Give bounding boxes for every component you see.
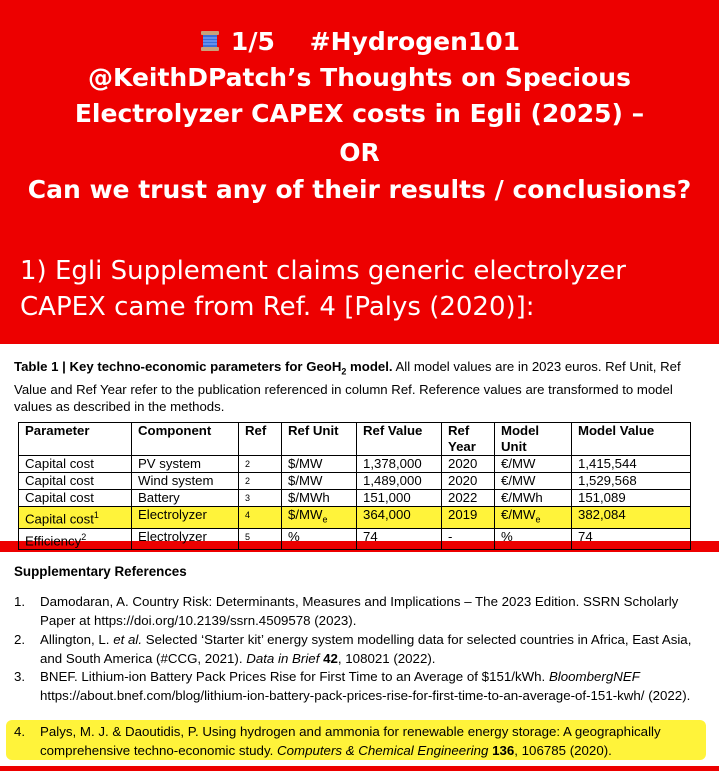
cell: €/MW [495, 473, 572, 490]
cell: 5 [239, 528, 282, 549]
col-header: Model Value [572, 423, 691, 456]
col-header: Component [132, 423, 239, 456]
cell: $/MWh [282, 490, 357, 507]
table-row [19, 473, 691, 490]
table-excerpt [0, 344, 719, 549]
reference-text: Damodaran, A. Country Risk: Determinants, Measures and Implications – The 2023 Edition. SSRN Scholarly Paper at https://doi.org/10.2139/ssrn.4509578 (2023). [40, 594, 679, 628]
cell: 1,378,000 [357, 456, 442, 473]
cell: Electrolyzer [132, 528, 239, 549]
reference-item [14, 667, 714, 705]
thread-title: 1/5 #Hydrogen101 [0, 24, 719, 60]
intro-line-1: 1) Egli Supplement claims generic electrolyzer [20, 256, 626, 286]
cell: 364,000 [357, 507, 442, 529]
cell: €/MW [495, 456, 572, 473]
cell: $\$/MW_e$ [282, 507, 357, 529]
cell: $€/MW_e$ [495, 507, 572, 529]
cell: 2 [239, 473, 282, 490]
cell: Capital cost [19, 490, 132, 507]
reference-text: Allington, L. et al. Selected ‘Starter kit’ energy system modelling data for selected countries in Africa, East Asia, and South America (#CCG, 2021). Data in Brief 42, 108021 (2022). [40, 632, 692, 666]
cell: 2020 [442, 456, 495, 473]
cell: €/MWh [495, 490, 572, 507]
reference-number: 4. [14, 724, 26, 739]
headline-line-2: @KeithDPatch’s Thoughts on Specious [88, 63, 631, 92]
reference-number: 2. [14, 632, 26, 647]
cell: 2019 [442, 507, 495, 529]
reference-item-highlighted [14, 722, 714, 760]
cell: Capital cost [19, 456, 132, 473]
headline-question: Can we trust any of their results / conclusions? [27, 175, 692, 204]
cell: 2022 [442, 490, 495, 507]
reference-number: 3. [14, 669, 26, 684]
col-header: Ref Year [442, 423, 495, 456]
parameters-table [18, 422, 691, 550]
table-row [19, 456, 691, 473]
cell: $/MW [282, 473, 357, 490]
cell: 151,089 [572, 490, 691, 507]
cell: Electrolyzer [132, 507, 239, 529]
reference-text: BNEF. Lithium-ion Battery Pack Prices Rise for First Time to an Average of $151/kWh. BloombergNEF https://about.bnef.com/blog/lithium-ion-battery-pack-prices-rise-for-first-time-to-an-average-of-151-kwh/ (2022). [40, 669, 691, 703]
supplementary-references [0, 552, 719, 766]
cell: % [495, 528, 572, 549]
cell: PV system [132, 456, 239, 473]
table-header-row [19, 423, 691, 456]
cell: 1,415,544 [572, 456, 691, 473]
reference-item [14, 592, 714, 630]
title-banner [0, 0, 719, 340]
cell: $/MW [282, 456, 357, 473]
reference-text: Palys, M. J. & Daoutidis, P. Using hydrogen and ammonia for renewable energy storage: A geographically comprehensive techno-economic study. Computers & Chemical Engineering 136, 106785 (2020). [40, 724, 661, 758]
col-header: Ref Value [357, 423, 442, 456]
col-header: Ref Unit [282, 423, 357, 456]
table-row-highlighted [19, 507, 691, 529]
headline-or: OR [339, 138, 380, 167]
table-row [19, 490, 691, 507]
cell: 74 [357, 528, 442, 549]
table-caption: Table 1 | Key techno-economic parameters for GeoH$_2$ model. All model values are in 2023 euros. Ref Unit, Ref Value and Ref Year refer to the publication referenced in column Ref. Reference values are transformed to model values as described in the methods. [14, 359, 681, 414]
cell: 2 [239, 456, 282, 473]
spool-of-thread-icon [199, 30, 221, 52]
cell: Efficiency$^2$ [19, 528, 132, 549]
cell: Capital cost$^1$ [19, 507, 132, 529]
cell: 74 [572, 528, 691, 549]
col-header: Ref [239, 423, 282, 456]
cell: Capital cost [19, 473, 132, 490]
cell: 1,529,568 [572, 473, 691, 490]
col-header: Model Unit [495, 423, 572, 456]
col-header: Parameter [19, 423, 132, 456]
cell: - [442, 528, 495, 549]
cell: 1,489,000 [357, 473, 442, 490]
cell: 4 [239, 507, 282, 529]
intro-line-2: CAPEX came from Ref. 4 [Palys (2020)]: [20, 292, 535, 322]
cell: 382,084 [572, 507, 691, 529]
cell: Wind system [132, 473, 239, 490]
cell: 3 [239, 490, 282, 507]
table-row [19, 528, 691, 549]
reference-item [14, 630, 714, 668]
cell: 2020 [442, 473, 495, 490]
cell: 151,000 [357, 490, 442, 507]
headline-line-3: Electrolyzer CAPEX costs in Egli (2025) – [74, 99, 645, 128]
cell: Battery [132, 490, 239, 507]
cell: % [282, 528, 357, 549]
reference-number: 1. [14, 594, 26, 609]
supplement-title: Supplementary References [14, 564, 187, 579]
